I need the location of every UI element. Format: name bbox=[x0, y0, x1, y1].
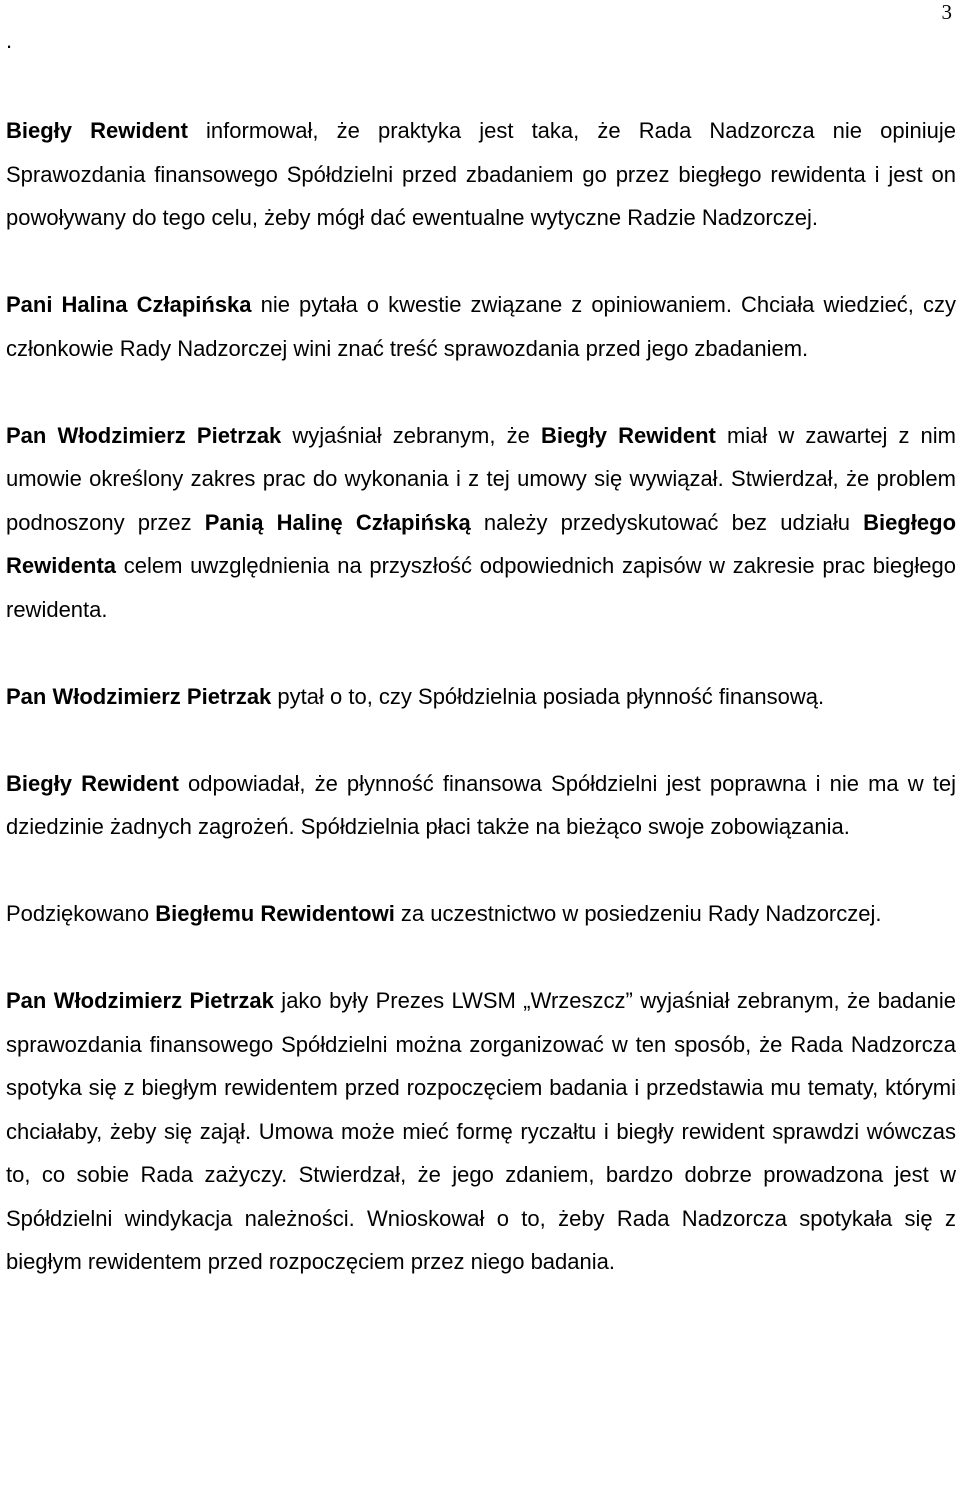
page-number: 3 bbox=[941, 0, 952, 24]
paragraph-text: nie pytała o kwestie związane z opiniowaniem. Chciała wiedzieć, czy członkowie Rady Nadzorczej wini znać treść sprawozdania przed jego zbadaniem. bbox=[6, 292, 956, 361]
paragraph-liquidity-question bbox=[6, 675, 956, 719]
paragraph-halina-question bbox=[6, 283, 956, 370]
paragraph-text: celem uwzględnienia na przyszłość odpowiednich zapisów w zakresie prac biegłego rewidenta. bbox=[6, 553, 956, 622]
bold-name: Biegły Rewident bbox=[540, 422, 716, 448]
speaker-name: Pan Włodzimierz Pietrzak bbox=[6, 422, 282, 448]
bold-name: Biegłemu Rewidentowi bbox=[155, 901, 395, 926]
paragraph-thanks bbox=[6, 892, 956, 936]
speaker-name: Pani Halina Człapińska bbox=[6, 292, 252, 317]
paragraph-text: informował, że praktyka jest taka, że Rada Nadzorcza nie opiniuje Sprawozdania finansowego Spółdzielni przed zbadaniem go przez biegłego rewidenta i jest on powoływany do tego celu, żeby mógł dać ewentualne wytyczne Radzie Nadzorczej. bbox=[6, 118, 956, 230]
paragraph-text: należy przedyskutować bez udziału bbox=[470, 509, 864, 535]
speaker-name: Pan Włodzimierz Pietrzak bbox=[6, 988, 274, 1013]
paragraph-text: Podziękowano bbox=[6, 901, 156, 926]
page-marker-dot: . bbox=[6, 28, 13, 53]
bold-name: Panią Halinę Człapińską bbox=[204, 509, 471, 535]
speaker-name: Biegły Rewident bbox=[6, 118, 188, 143]
paragraph-pietrzak-explanation bbox=[6, 414, 956, 632]
paragraph-former-president bbox=[6, 979, 956, 1284]
bold-name: Biegłego Rewidenta bbox=[6, 509, 957, 578]
paragraph-text: jako były Prezes LWSM „Wrzeszcz” wyjaśniał zebranym, że badanie sprawozdania finansowego Spółdzielni można zorganizować w ten sposób, że Rada Nadzorcza spotyka się z biegłym rewidentem przed rozpoczęciem badania i przedstawia mu tematy, którymi chciałaby, żeby się zajął. Umowa może mieć formę ryczałtu i biegły rewident sprawdzi wówczas to, co sobie Rada zażyczy. Stwierdzał, że jego zdaniem, bardzo dobrze prowadzona jest w Spółdzielni windykacja należności. Wnioskował o to, żeby Rada Nadzorcza spotykała się z biegłym rewidentem przed rozpoczęciem przez niego badania. bbox=[6, 988, 956, 1274]
paragraph-auditor-practice bbox=[6, 109, 956, 240]
paragraph-text: za uczestnictwo w posiedzeniu Rady Nadzorczej. bbox=[394, 901, 882, 926]
speaker-name: Biegły Rewident bbox=[6, 770, 179, 796]
paragraph-liquidity-answer bbox=[6, 762, 956, 849]
speaker-name: Pan Włodzimierz Pietrzak bbox=[6, 683, 272, 709]
paragraph-text: pytał o to, czy Spółdzielnia posiada płynność finansową. bbox=[271, 683, 825, 709]
paragraph-text: odpowiadał, że płynność finansowa Spółdzielni jest poprawna i nie ma w tej dziedzinie żadnych zagrożeń. Spółdzielnia płaci także na bieżąco swoje zobowiązania. bbox=[6, 770, 957, 839]
paragraph-text: miał w zawartej z nim umowie określony zakres prac do wykonania i z tej umowy się wywiązał. Stwierdzał, że problem podnoszony przez bbox=[6, 422, 957, 535]
paragraph-text: wyjaśniał zebranym, że bbox=[281, 422, 541, 448]
document-body bbox=[6, 109, 956, 1327]
